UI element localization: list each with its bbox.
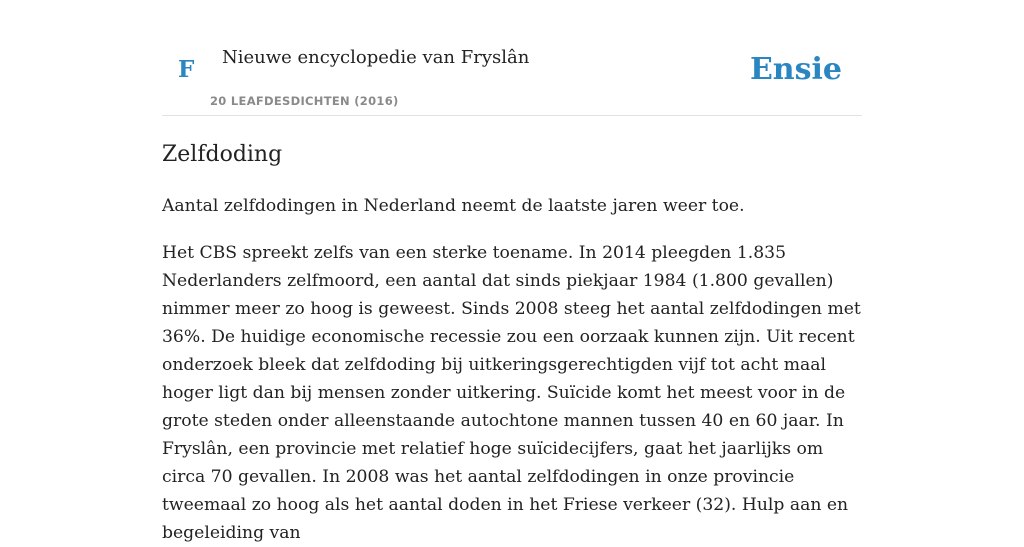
- publication-logo[interactable]: F: [178, 56, 195, 83]
- header: [162, 0, 862, 116]
- publication-subtitle: 20 LEAFDESDICHTEN (2016): [210, 94, 399, 108]
- article: [162, 116, 862, 547]
- article-title: Zelfdoding: [162, 142, 283, 167]
- article-lead: Aantal zelfdodingen in Nederland neemt de laatste jaren weer toe.: [162, 196, 745, 216]
- page: [162, 0, 862, 543]
- publication-title[interactable]: Nieuwe encyclopedie van Fryslân: [222, 47, 530, 68]
- article-body: Het CBS spreekt zelfs van een sterke toename. In 2014 pleegden 1.835 Nederlanders zelfmoord, een aantal dat sinds piekjaar 1984 (1.800 gevallen) nimmer meer zo hoog is geweest. Sinds 2008 steeg het aantal zelfdodingen met 36%. De huidige economische recessie zou een oorzaak kunnen zijn. Uit recent onderzoek bleek dat zelfdoding bij uitkeringsgerechtigden vijf tot acht maal hoger ligt dan bij mensen zonder uitkering. Suïcide komt het meest voor in de grote steden onder alleenstaande autochtone mannen tussen 40 en 60 jaar. In Fryslân, een provincie met relatief hoge suïcidecijfers, gaat het jaarlijks om circa 70 gevallen. In 2008 was het aantal zelfdodingen in onze provincie tweemaal zo hoog als het aantal doden in het Friese verkeer (32). Hulp aan en begeleiding van: [162, 243, 861, 543]
- ensie-logo[interactable]: Ensie: [749, 52, 842, 87]
